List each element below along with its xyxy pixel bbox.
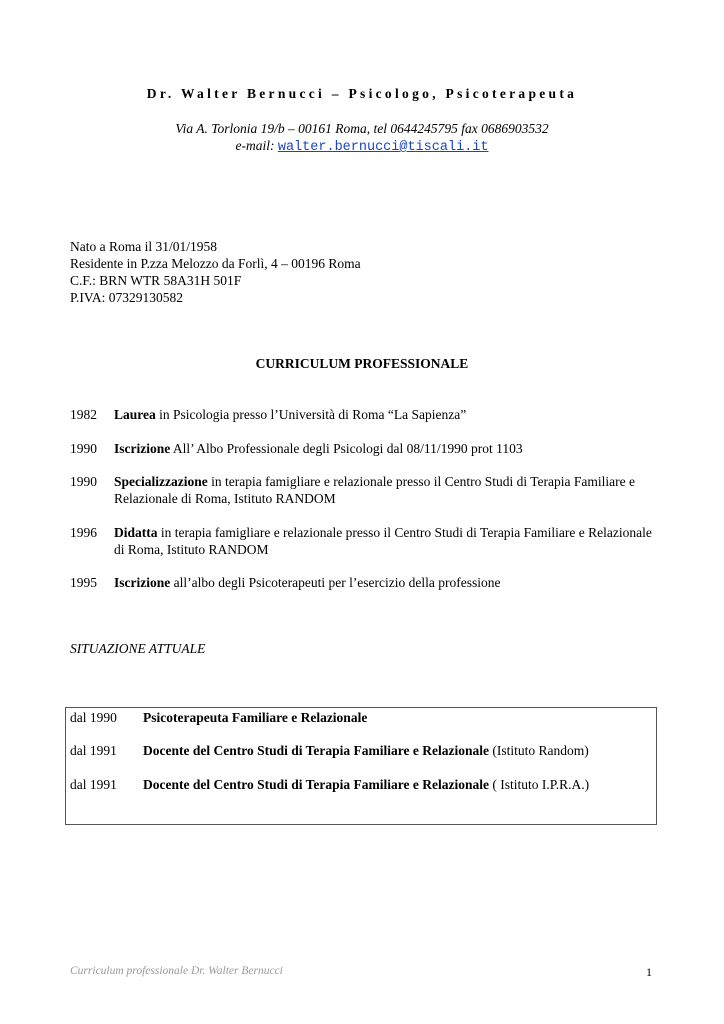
entry-year: 1990 [70, 474, 97, 489]
birth-info: Nato a Roma il 31/01/1958 [70, 239, 217, 254]
entry-text: All’ Albo Professionale degli Psicologi dal 08/11/1990 prot 1103 [170, 441, 523, 456]
curriculum-entry [70, 574, 660, 591]
entry-title: Didatta [114, 525, 158, 540]
position-since: dal 1991 [70, 777, 117, 792]
position-since: dal 1991 [70, 743, 117, 758]
footer-caption: Curriculum professionale Dr. Walter Bernucci [70, 965, 283, 977]
page-number: 1 [646, 965, 652, 979]
curriculum-heading: CURRICULUM PROFESSIONALE [255, 356, 469, 371]
address-line: Via A. Torlonia 19/b – 00161 Roma, tel 0644245795 fax 0686903532 [175, 121, 549, 136]
curriculum-entry [70, 473, 660, 507]
entry-title: Specializzazione [114, 474, 208, 489]
entry-text: in terapia famigliare e relazionale presso il Centro Studi di Terapia Familiare e Relazionale di Roma, Istituto RANDOM [114, 474, 636, 506]
vat-number: P.IVA: 07329130582 [70, 290, 184, 305]
page-title: Dr. Walter Bernucci – Psicologo, Psicoterapeuta [146, 86, 578, 101]
fiscal-code: C.F.: BRN WTR 58A31H 501F [70, 273, 242, 288]
position-extra: ( Istituto I.P.R.A.) [488, 777, 590, 792]
entry-year: 1982 [70, 407, 97, 422]
personal-info [70, 238, 361, 306]
curriculum-entry [70, 524, 660, 558]
entry-text: all’albo degli Psicoterapeuti per l’esercizio della professione [170, 575, 501, 590]
entry-year: 1996 [70, 525, 97, 540]
entry-title: Laurea [114, 407, 156, 422]
entry-title: Iscrizione [114, 441, 171, 456]
position-role: Psicoterapeuta Familiare e Relazionale [143, 710, 368, 725]
position-since: dal 1990 [70, 710, 117, 725]
curriculum-entry [70, 406, 660, 423]
entry-year: 1995 [70, 575, 97, 590]
email-label: e-mail: [235, 138, 278, 153]
position-role: Docente del Centro Studi di Terapia Familiare e Relazionale [143, 777, 489, 792]
position-extra: (Istituto Random) [488, 743, 589, 758]
curriculum-entry [70, 440, 660, 457]
residence-info: Residente in P.zza Melozzo da Forlì, 4 – 00196 Roma [70, 256, 361, 271]
email-line [0, 137, 724, 156]
email-link[interactable]: walter.bernucci@tiscali.it [277, 140, 489, 155]
entry-title: Iscrizione [114, 575, 171, 590]
entry-text: in Psicologia presso l’Università di Roma “La Sapienza” [155, 407, 467, 422]
current-positions-box [65, 707, 657, 825]
position-role: Docente del Centro Studi di Terapia Familiare e Relazionale [143, 743, 489, 758]
current-situation-heading: SITUAZIONE ATTUALE [70, 641, 206, 656]
entry-text: in terapia famigliare e relazionale presso il Centro Studi di Terapia Familiare e Relazionale di Roma, Istituto RANDOM [114, 525, 652, 557]
entry-year: 1990 [70, 441, 97, 456]
contact-block [0, 120, 724, 156]
